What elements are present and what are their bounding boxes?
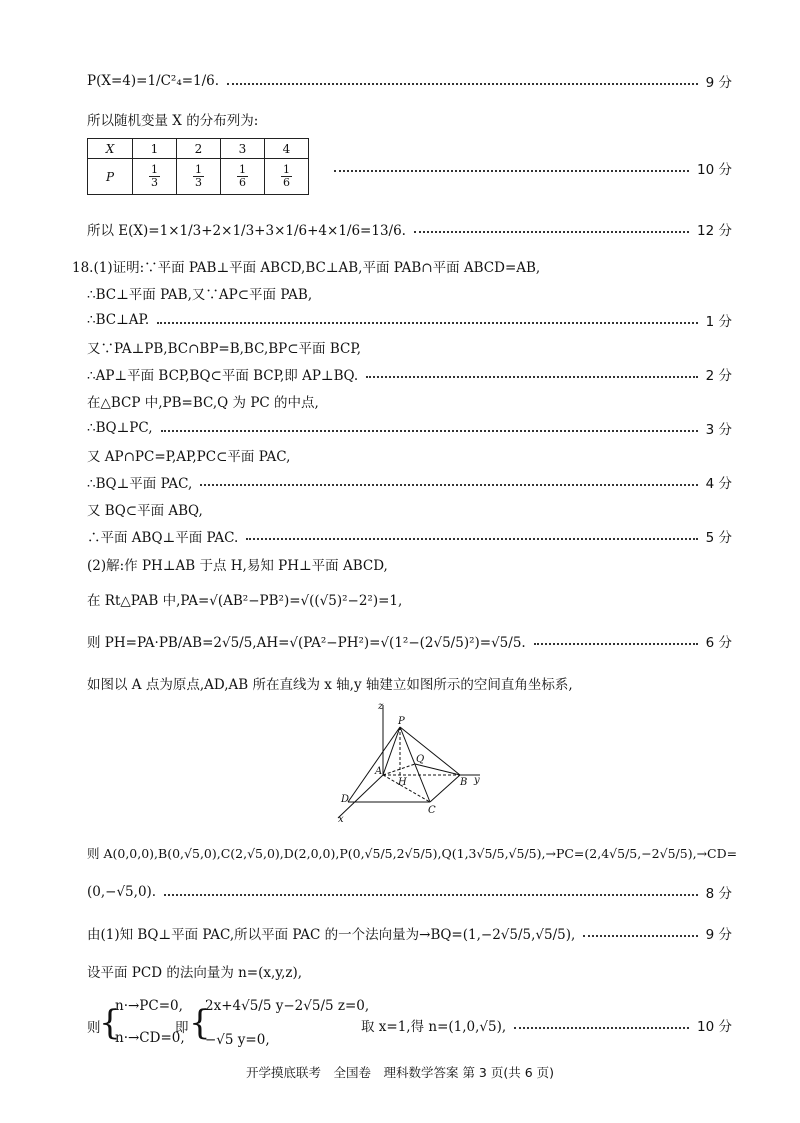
fraction [193, 164, 204, 189]
label-H: H [398, 777, 407, 788]
line-text: ∴BQ⊥PC, [87, 420, 153, 436]
line-text: 18.(1)证明:∵平面 PAB⊥平面 ABCD,BC⊥AB,平面 PAB∩平面 ABCD=AB, [72, 260, 541, 276]
line-8 [87, 388, 732, 414]
line-1 [87, 106, 732, 132]
line-4 [87, 280, 732, 306]
line-text: (0,−√5,0). [87, 884, 157, 900]
segment-AQ [383, 764, 415, 775]
line-text: ∴BQ⊥平面 PAC, [87, 476, 193, 492]
line-text: 所以随机变量 X 的分布列为: [87, 113, 259, 129]
numerator: 1 [239, 163, 246, 176]
numerator: 1 [283, 163, 290, 176]
score-label: 5 分 [705, 530, 732, 546]
leader-dots [514, 1027, 689, 1029]
table-cell: 3 [221, 139, 265, 159]
line-text: 则 A(0,0,0),B(0,√5,0),C(2,√5,0),D(2,0,0),P(0,√5/5,2√5/5),Q(1,3√5/5,√5/5),→PC=(2,4√5/5,−2√5/5),→CD= [87, 846, 738, 861]
score-label: 12 分 [697, 223, 732, 239]
line-14 [87, 551, 732, 577]
table-cell [265, 159, 309, 195]
denominator: 6 [239, 176, 246, 189]
score-label: 4 分 [705, 476, 732, 492]
score-label: 10 分 [697, 162, 732, 178]
score-label: 9 分 [705, 927, 732, 943]
pyramid-figure [330, 700, 490, 825]
table-cell: X [88, 139, 133, 159]
line-text: 在△BCP 中,PB=BC,Q 为 PC 的中点, [87, 395, 319, 411]
system-mid: 即 [175, 1020, 189, 1036]
denominator: 3 [151, 176, 158, 189]
table-row [88, 139, 309, 159]
label-z: z [378, 701, 384, 712]
line-text: P(X=4)=1/C²₄=1/6. [87, 73, 220, 89]
label-B: B [460, 777, 468, 788]
edge-CB [430, 775, 460, 802]
line-text: 由(1)知 BQ⊥平面 PAC,所以平面 PAC 的一个法向量为→BQ=(1,−2√5/5,√5/5), [87, 927, 576, 943]
fraction [149, 164, 160, 189]
fraction [237, 164, 248, 189]
system-prefix: 则 [87, 1020, 101, 1036]
line-text: 所以 E(X)=1×1/3+2×1/3+3×1/6+4×1/6=13/6. [87, 223, 406, 239]
line-text: 设平面 PCD 的法向量为 n=(x,y,z), [87, 965, 303, 981]
system-eq1: n·→PC=0, [115, 998, 183, 1014]
table-row [88, 159, 309, 195]
distribution-table [87, 138, 309, 195]
line-13 [87, 523, 732, 549]
line-18 [87, 840, 738, 866]
table-cell: 1 [133, 139, 177, 159]
numerator: 1 [151, 163, 158, 176]
line-text: 又∵PA⊥PB,BC∩BP=B,BC,BP⊂平面 BCP, [87, 341, 361, 357]
leader-dots [334, 170, 689, 172]
fraction [281, 164, 292, 189]
numerator: 1 [195, 163, 202, 176]
line-17 [87, 670, 732, 696]
score-label: 8 分 [705, 886, 732, 902]
left-brace: { [189, 1003, 211, 1043]
table-cell [177, 159, 221, 195]
line-text: 如图以 A 点为原点,AD,AB 所在直线为 x 轴,y 轴建立如图所示的空间直角坐标系, [87, 677, 573, 693]
line-2 [87, 216, 732, 242]
leader-dots [414, 231, 689, 233]
line-6 [87, 334, 732, 360]
score-label: 3 分 [705, 422, 732, 438]
leader-dots [157, 322, 697, 324]
leader-dots [164, 894, 698, 896]
line-text: ∴平面 ABQ⊥平面 PAC. [87, 530, 239, 546]
leader-dots [161, 430, 698, 432]
line-text: ∴AP⊥平面 BCP,BQ⊂平面 BCP,即 AP⊥BQ. [87, 368, 359, 384]
table-cell: 2 [177, 139, 221, 159]
denominator: 6 [283, 176, 290, 189]
line-19 [87, 879, 732, 905]
system-tail-line [361, 1012, 732, 1038]
label-x: x [338, 814, 344, 825]
equation-system [87, 992, 732, 1058]
table-cell: P [88, 159, 133, 195]
line-11 [87, 469, 732, 495]
line-3 [72, 253, 732, 279]
label-P: P [398, 716, 405, 727]
edge-PD [348, 727, 400, 802]
leader-dots [583, 935, 697, 937]
line-20 [87, 920, 732, 946]
table-cell [221, 159, 265, 195]
leader-dots [200, 484, 697, 486]
line-text: (2)解:作 PH⊥AB 于点 H,易知 PH⊥平面 ABCD, [87, 558, 388, 574]
leader-dots [534, 643, 698, 645]
label-D: D [341, 794, 350, 805]
system-eq2: n·→CD=0, [115, 1030, 185, 1046]
label-C: C [428, 805, 436, 816]
line-5 [87, 307, 732, 333]
system-eq3: 2x+4√5/5 y−2√5/5 z=0, [205, 998, 370, 1014]
line-21 [87, 958, 732, 984]
label-y: y [474, 775, 480, 786]
line-15 [87, 586, 732, 612]
table-cell: 4 [265, 139, 309, 159]
score-label: 9 分 [705, 75, 732, 91]
line-text: ∴BC⊥AP. [87, 312, 150, 328]
score-label: 6 分 [705, 635, 732, 651]
system-tail: 取 x=1,得 n=(1,0,√5), [361, 1019, 507, 1035]
line-text: 在 Rt△PAB 中,PA=√(AB²−PB²)=√((√5)²−2²)=1, [87, 593, 403, 609]
line-text: ∴BC⊥平面 PAB,又∵AP⊂平面 PAB, [87, 287, 313, 303]
leader-dots [246, 538, 697, 540]
label-Q: Q [416, 754, 425, 765]
left-brace: { [99, 1003, 121, 1043]
score-label: 10 分 [697, 1019, 732, 1035]
line-16 [87, 628, 732, 654]
line-7 [87, 361, 732, 387]
page-footer: 开学摸底联考 全国卷 理科数学答案 第 3 页(共 6 页) [245, 1065, 555, 1080]
denominator: 3 [195, 176, 202, 189]
label-A: A [375, 766, 383, 777]
leader-dots [227, 83, 698, 85]
leader-dots [366, 376, 697, 378]
edge-PA [383, 727, 400, 775]
line-text: 又 AP∩PC=P,AP,PC⊂平面 PAC, [87, 449, 291, 465]
line-0 [87, 68, 732, 94]
line-9 [87, 415, 732, 441]
score-label: 2 分 [705, 368, 732, 384]
line-text: 则 PH=PA·PB/AB=2√5/5,AH=√(PA²−PH²)=√(1²−(2√5/5)²)=√5/5. [87, 635, 526, 651]
system-eq4: −√5 y=0, [205, 1032, 270, 1048]
line-text: 又 BQ⊂平面 ABQ, [87, 503, 203, 519]
score-label: 1 分 [705, 314, 732, 330]
line-10 [87, 442, 732, 468]
table-cell [133, 159, 177, 195]
line-12 [87, 496, 732, 522]
table-score-line [326, 158, 732, 178]
